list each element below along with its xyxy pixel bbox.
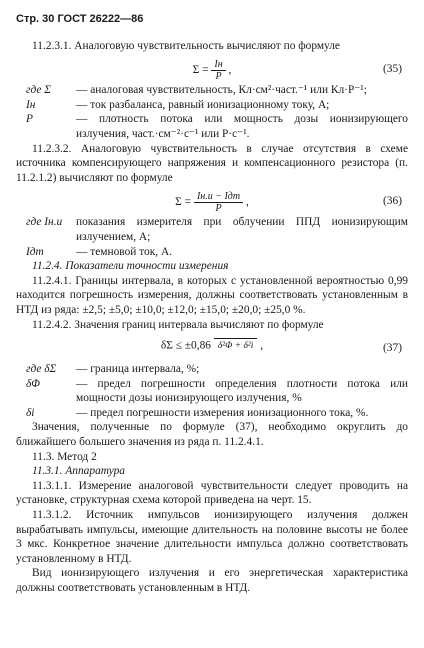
formula-35-tail: , — [228, 64, 232, 77]
definitions-36 — [26, 215, 408, 259]
definition-item: где δΣ — граница интервала, %; — [26, 363, 200, 376]
formula-36 — [16, 185, 408, 215]
paragraph-11-3: 11.3. Метод 2 — [32, 450, 97, 463]
paragraph-11-2-3-1: 11.2.3.1. Аналоговую чувствительность вычисляют по формуле — [32, 39, 340, 52]
formula-36-tail: , — [245, 196, 249, 209]
paragraph-11-3-1: 11.3.1. Аппаратура — [32, 465, 125, 478]
formula-35-fraction — [211, 59, 225, 82]
formula-37-lhs: δΣ ≤ ±0,86 — [160, 339, 211, 352]
document-page — [16, 12, 408, 596]
definition-item: P — плотность потока или мощность дозы ионизирующего излучения, част.·см⁻²·с⁻¹ или Р·с⁻¹. — [26, 113, 408, 140]
formula-35-denominator: P — [215, 71, 222, 83]
definition-item: δΦ — предел погрешности определения плотности потока или мощности дозы ионизирующего излучения, % — [26, 377, 408, 405]
formula-36-numerator: Iн.и − Iдт — [194, 191, 243, 203]
formula-35 — [16, 53, 408, 83]
paragraph-11-2-4: 11.2.4. Показатели точности измерения — [32, 260, 229, 273]
paragraph-11-2-3-2: 11.2.3.2. Аналоговую чувствительность в случае отсутствия в схеме источника компенсирующего напряжения и компенсационного резистора (п. 11.2.1.2) вычисляют по формуле — [16, 142, 408, 184]
formula-36-fraction — [194, 191, 243, 214]
definitions-35 — [26, 83, 408, 141]
formula-37-tail: , — [260, 339, 264, 352]
definition-item: δi — предел погрешности измерения ионизационного тока, %. — [26, 406, 369, 419]
paragraph-11-2-4-2: 11.2.4.2. Значения границ интервала вычисляют по формуле — [32, 318, 324, 331]
page-header: Стр. 30 ГОСТ 26222—86 — [16, 13, 144, 25]
paragraph-11-3-1-1: 11.3.1.1. Измерение аналоговой чувствительности следует проводить на установке, структурная схема которой приведена на черт. 15. — [16, 479, 408, 507]
definitions-37 — [26, 362, 408, 420]
paragraph-last: Вид ионизирующего излучения и его энергетическая характеристика должны соответствовать установленным в НТД. — [16, 567, 408, 594]
formula-37-radical: δ²Φ + δ²i — [214, 338, 258, 354]
definition-item: где Iн.и показания измерителя при облучении ППД ионизирующим излучением, А; — [26, 216, 408, 243]
paragraph-values: Значения, полученные по формуле (37), необходимо округлить до ближайшего большего значения из ряда п. 11.2.4.1. — [16, 421, 408, 449]
formula-35-numerator: Iн — [211, 59, 225, 71]
formula-37-number: (37) — [383, 342, 402, 355]
definition-item: Iдт — темновой ток, А. — [26, 245, 173, 258]
definition-item: Iн — ток разбаланса, равный ионизационному току, А; — [26, 98, 330, 111]
paragraph-11-2-4-1: 11.2.4.1. Границы интервала, в которых с установленной вероятностью 0,99 находится погрешность измерения, должны соответствовать установленным в НТД из ряда: ±2,5; ±5,0; ±10,0; ±12,0; ±15,0; ±20,0; ±25,0 %. — [16, 274, 408, 316]
formula-36-lhs: Σ = — [175, 196, 192, 209]
formula-35-number: (35) — [383, 63, 402, 76]
definition-item: где Σ — аналоговая чувствительность, Кл·см²·част.⁻¹ или Кл·Р⁻¹; — [26, 84, 367, 97]
paragraph-11-3-1-2: 11.3.1.2. Источник импульсов ионизирующего излучения должен вырабатывать импульсы, имеющие длительность на половине высоты не более 3 мкс. Конкретное значение длительности импульса должно соответствовать установленному в НТД. — [16, 509, 408, 565]
formula-35-lhs: Σ = — [192, 64, 209, 77]
formula-36-denominator: P — [215, 203, 222, 215]
formula-37 — [16, 332, 408, 362]
formula-36-number: (36) — [383, 195, 402, 208]
